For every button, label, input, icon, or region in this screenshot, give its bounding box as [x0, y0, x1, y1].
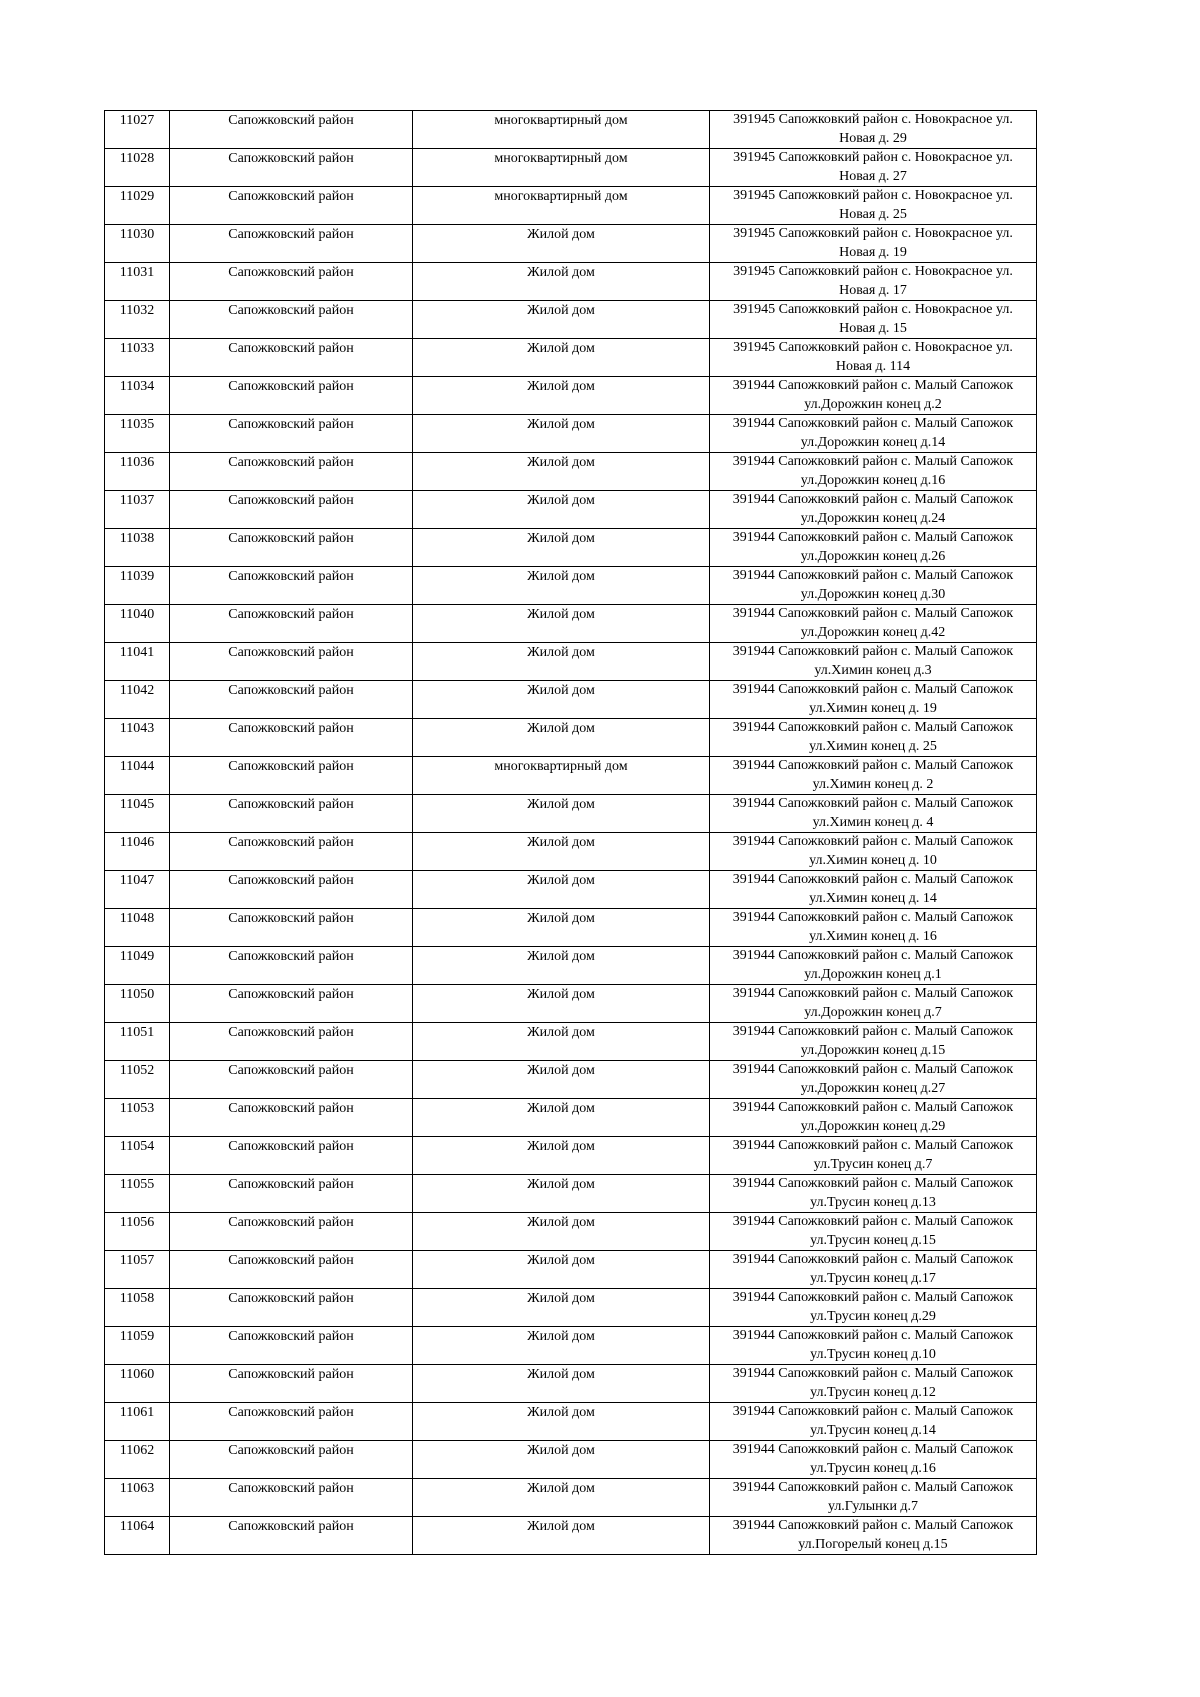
district-cell: Сапожковский район [170, 1517, 413, 1555]
district-cell: Сапожковский район [170, 149, 413, 187]
table-row [105, 757, 1037, 795]
building-type-cell: Жилой дом [413, 1099, 710, 1137]
building-type-cell: Жилой дом [413, 415, 710, 453]
table-row [105, 1251, 1037, 1289]
table-row [105, 187, 1037, 225]
district-cell: Сапожковский район [170, 187, 413, 225]
row-id-cell: 11045 [105, 795, 170, 833]
table-row [105, 453, 1037, 491]
row-id-cell: 11027 [105, 111, 170, 149]
address-cell: 391944 Сапожковкий район с. Малый Сапожок ул.Химин конец д. 19 [710, 681, 1037, 719]
table-row [105, 643, 1037, 681]
district-cell: Сапожковский район [170, 1365, 413, 1403]
address-cell: 391944 Сапожковкий район с. Малый Сапожок ул.Дорожкин конец д.14 [710, 415, 1037, 453]
address-cell: 391944 Сапожковкий район с. Малый Сапожок ул.Дорожкин конец д.30 [710, 567, 1037, 605]
address-cell: 391944 Сапожковкий район с. Малый Сапожок ул.Дорожкин конец д.1 [710, 947, 1037, 985]
row-id-cell: 11031 [105, 263, 170, 301]
building-type-cell: Жилой дом [413, 643, 710, 681]
address-cell: 391944 Сапожковкий район с. Малый Сапожок ул.Дорожкин конец д.27 [710, 1061, 1037, 1099]
address-cell: 391944 Сапожковкий район с. Малый Сапожок ул.Химин конец д. 14 [710, 871, 1037, 909]
district-cell: Сапожковский район [170, 415, 413, 453]
address-cell: 391944 Сапожковкий район с. Малый Сапожок ул.Дорожкин конец д.7 [710, 985, 1037, 1023]
table-row [105, 111, 1037, 149]
table-row [105, 909, 1037, 947]
district-cell: Сапожковский район [170, 301, 413, 339]
building-type-cell: Жилой дом [413, 1403, 710, 1441]
table-row [105, 1479, 1037, 1517]
row-id-cell: 11039 [105, 567, 170, 605]
row-id-cell: 11047 [105, 871, 170, 909]
building-type-cell: Жилой дом [413, 1213, 710, 1251]
table-row [105, 681, 1037, 719]
table-row [105, 985, 1037, 1023]
building-type-cell: Жилой дом [413, 1175, 710, 1213]
row-id-cell: 11053 [105, 1099, 170, 1137]
district-cell: Сапожковский район [170, 1327, 413, 1365]
district-cell: Сапожковский район [170, 1175, 413, 1213]
row-id-cell: 11041 [105, 643, 170, 681]
table-row [105, 149, 1037, 187]
table-row [105, 719, 1037, 757]
row-id-cell: 11060 [105, 1365, 170, 1403]
address-cell: 391944 Сапожковкий район с. Малый Сапожок ул.Трусин конец д.7 [710, 1137, 1037, 1175]
row-id-cell: 11036 [105, 453, 170, 491]
table-row [105, 339, 1037, 377]
building-type-cell: Жилой дом [413, 833, 710, 871]
row-id-cell: 11044 [105, 757, 170, 795]
address-cell: 391944 Сапожковкий район с. Малый Сапожок ул.Трусин конец д.13 [710, 1175, 1037, 1213]
address-cell: 391945 Сапожковкий район с. Новокрасное ул. Новая д. 29 [710, 111, 1037, 149]
table-row [105, 377, 1037, 415]
row-id-cell: 11055 [105, 1175, 170, 1213]
table-row [105, 1137, 1037, 1175]
district-cell: Сапожковский район [170, 1251, 413, 1289]
district-cell: Сапожковский район [170, 529, 413, 567]
row-id-cell: 11056 [105, 1213, 170, 1251]
building-type-cell: Жилой дом [413, 339, 710, 377]
building-type-cell: Жилой дом [413, 453, 710, 491]
address-cell: 391944 Сапожковкий район с. Малый Сапожок ул.Дорожкин конец д.15 [710, 1023, 1037, 1061]
row-id-cell: 11061 [105, 1403, 170, 1441]
building-type-cell: Жилой дом [413, 529, 710, 567]
row-id-cell: 11054 [105, 1137, 170, 1175]
building-type-cell: многоквартирный дом [413, 149, 710, 187]
building-type-cell: Жилой дом [413, 567, 710, 605]
district-cell: Сапожковский район [170, 225, 413, 263]
building-type-cell: Жилой дом [413, 947, 710, 985]
building-type-cell: Жилой дом [413, 605, 710, 643]
address-cell: 391944 Сапожковкий район с. Малый Сапожок ул.Трусин конец д.15 [710, 1213, 1037, 1251]
address-cell: 391944 Сапожковкий район с. Малый Сапожок ул.Дорожкин конец д.2 [710, 377, 1037, 415]
district-cell: Сапожковский район [170, 833, 413, 871]
address-cell: 391944 Сапожковкий район с. Малый Сапожок ул.Дорожкин конец д.26 [710, 529, 1037, 567]
address-cell: 391944 Сапожковкий район с. Малый Сапожок ул.Химин конец д. 16 [710, 909, 1037, 947]
address-cell: 391945 Сапожковкий район с. Новокрасное ул. Новая д. 17 [710, 263, 1037, 301]
district-cell: Сапожковский район [170, 643, 413, 681]
row-id-cell: 11034 [105, 377, 170, 415]
table-row [105, 1517, 1037, 1555]
building-type-cell: многоквартирный дом [413, 111, 710, 149]
building-type-cell: Жилой дом [413, 1137, 710, 1175]
table-row [105, 1289, 1037, 1327]
table-row [105, 1099, 1037, 1137]
district-cell: Сапожковский район [170, 491, 413, 529]
table-row [105, 491, 1037, 529]
row-id-cell: 11050 [105, 985, 170, 1023]
building-type-cell: Жилой дом [413, 1365, 710, 1403]
row-id-cell: 11051 [105, 1023, 170, 1061]
row-id-cell: 11037 [105, 491, 170, 529]
building-type-cell: многоквартирный дом [413, 187, 710, 225]
table-row [105, 529, 1037, 567]
district-cell: Сапожковский район [170, 757, 413, 795]
building-type-cell: Жилой дом [413, 301, 710, 339]
row-id-cell: 11052 [105, 1061, 170, 1099]
district-cell: Сапожковский район [170, 1099, 413, 1137]
district-cell: Сапожковский район [170, 681, 413, 719]
district-cell: Сапожковский район [170, 1403, 413, 1441]
building-type-cell: Жилой дом [413, 871, 710, 909]
table-row [105, 871, 1037, 909]
row-id-cell: 11057 [105, 1251, 170, 1289]
table-row [105, 1365, 1037, 1403]
row-id-cell: 11043 [105, 719, 170, 757]
address-cell: 391945 Сапожковкий район с. Новокрасное ул. Новая д. 15 [710, 301, 1037, 339]
building-type-cell: Жилой дом [413, 225, 710, 263]
row-id-cell: 11029 [105, 187, 170, 225]
building-type-cell: Жилой дом [413, 1023, 710, 1061]
table-row [105, 1213, 1037, 1251]
building-type-cell: Жилой дом [413, 795, 710, 833]
building-type-cell: Жилой дом [413, 491, 710, 529]
district-cell: Сапожковский район [170, 111, 413, 149]
building-type-cell: Жилой дом [413, 1441, 710, 1479]
district-cell: Сапожковский район [170, 1137, 413, 1175]
registry-table-body [105, 111, 1037, 1555]
district-cell: Сапожковский район [170, 1289, 413, 1327]
row-id-cell: 11062 [105, 1441, 170, 1479]
row-id-cell: 11046 [105, 833, 170, 871]
building-type-cell: Жилой дом [413, 1517, 710, 1555]
district-cell: Сапожковский район [170, 909, 413, 947]
district-cell: Сапожковский район [170, 1441, 413, 1479]
row-id-cell: 11063 [105, 1479, 170, 1517]
address-cell: 391945 Сапожковкий район с. Новокрасное ул. Новая д. 25 [710, 187, 1037, 225]
address-cell: 391944 Сапожковкий район с. Малый Сапожок ул.Трусин конец д.10 [710, 1327, 1037, 1365]
table-row [105, 1441, 1037, 1479]
building-type-cell: многоквартирный дом [413, 757, 710, 795]
address-cell: 391944 Сапожковкий район с. Малый Сапожок ул.Дорожкин конец д.29 [710, 1099, 1037, 1137]
table-row [105, 1327, 1037, 1365]
address-cell: 391945 Сапожковкий район с. Новокрасное ул. Новая д. 27 [710, 149, 1037, 187]
address-cell: 391944 Сапожковкий район с. Малый Сапожок ул.Дорожкин конец д.16 [710, 453, 1037, 491]
table-row [105, 1023, 1037, 1061]
address-cell: 391944 Сапожковкий район с. Малый Сапожок ул.Химин конец д. 10 [710, 833, 1037, 871]
district-cell: Сапожковский район [170, 605, 413, 643]
table-row [105, 947, 1037, 985]
row-id-cell: 11042 [105, 681, 170, 719]
address-cell: 391944 Сапожковкий район с. Малый Сапожок ул.Гулынки д.7 [710, 1479, 1037, 1517]
address-cell: 391944 Сапожковкий район с. Малый Сапожок ул.Химин конец д.3 [710, 643, 1037, 681]
district-cell: Сапожковский район [170, 1023, 413, 1061]
row-id-cell: 11049 [105, 947, 170, 985]
row-id-cell: 11048 [105, 909, 170, 947]
table-row [105, 225, 1037, 263]
address-cell: 391944 Сапожковкий район с. Малый Сапожок ул.Дорожкин конец д.42 [710, 605, 1037, 643]
row-id-cell: 11059 [105, 1327, 170, 1365]
row-id-cell: 11058 [105, 1289, 170, 1327]
district-cell: Сапожковский район [170, 339, 413, 377]
address-cell: 391944 Сапожковкий район с. Малый Сапожок ул.Трусин конец д.14 [710, 1403, 1037, 1441]
address-cell: 391945 Сапожковкий район с. Новокрасное ул. Новая д. 114 [710, 339, 1037, 377]
row-id-cell: 11040 [105, 605, 170, 643]
district-cell: Сапожковский район [170, 263, 413, 301]
table-row [105, 263, 1037, 301]
building-type-cell: Жилой дом [413, 1061, 710, 1099]
building-type-cell: Жилой дом [413, 681, 710, 719]
district-cell: Сапожковский район [170, 377, 413, 415]
row-id-cell: 11033 [105, 339, 170, 377]
building-type-cell: Жилой дом [413, 1251, 710, 1289]
address-cell: 391944 Сапожковкий район с. Малый Сапожок ул.Трусин конец д.29 [710, 1289, 1037, 1327]
table-row [105, 605, 1037, 643]
address-cell: 391944 Сапожковкий район с. Малый Сапожок ул.Химин конец д. 4 [710, 795, 1037, 833]
address-cell: 391944 Сапожковкий район с. Малый Сапожок ул.Трусин конец д.12 [710, 1365, 1037, 1403]
district-cell: Сапожковский район [170, 947, 413, 985]
address-cell: 391944 Сапожковкий район с. Малый Сапожок ул.Погорелый конец д.15 [710, 1517, 1037, 1555]
address-cell: 391944 Сапожковкий район с. Малый Сапожок ул.Химин конец д. 2 [710, 757, 1037, 795]
address-cell: 391944 Сапожковкий район с. Малый Сапожок ул.Трусин конец д.16 [710, 1441, 1037, 1479]
table-row [105, 833, 1037, 871]
district-cell: Сапожковский район [170, 985, 413, 1023]
district-cell: Сапожковский район [170, 1213, 413, 1251]
housing-registry-table [104, 110, 1037, 1555]
table-row [105, 567, 1037, 605]
building-type-cell: Жилой дом [413, 377, 710, 415]
address-cell: 391944 Сапожковкий район с. Малый Сапожок ул.Трусин конец д.17 [710, 1251, 1037, 1289]
building-type-cell: Жилой дом [413, 909, 710, 947]
table-row [105, 415, 1037, 453]
building-type-cell: Жилой дом [413, 1289, 710, 1327]
address-cell: 391944 Сапожковкий район с. Малый Сапожок ул.Химин конец д. 25 [710, 719, 1037, 757]
row-id-cell: 11032 [105, 301, 170, 339]
row-id-cell: 11064 [105, 1517, 170, 1555]
table-row [105, 301, 1037, 339]
district-cell: Сапожковский район [170, 795, 413, 833]
table-row [105, 795, 1037, 833]
district-cell: Сапожковский район [170, 719, 413, 757]
table-row [105, 1061, 1037, 1099]
building-type-cell: Жилой дом [413, 1479, 710, 1517]
table-row [105, 1175, 1037, 1213]
row-id-cell: 11028 [105, 149, 170, 187]
district-cell: Сапожковский район [170, 1479, 413, 1517]
row-id-cell: 11030 [105, 225, 170, 263]
row-id-cell: 11038 [105, 529, 170, 567]
district-cell: Сапожковский район [170, 453, 413, 491]
building-type-cell: Жилой дом [413, 1327, 710, 1365]
row-id-cell: 11035 [105, 415, 170, 453]
building-type-cell: Жилой дом [413, 985, 710, 1023]
district-cell: Сапожковский район [170, 871, 413, 909]
table-row [105, 1403, 1037, 1441]
address-cell: 391945 Сапожковкий район с. Новокрасное ул. Новая д. 19 [710, 225, 1037, 263]
district-cell: Сапожковский район [170, 567, 413, 605]
building-type-cell: Жилой дом [413, 263, 710, 301]
building-type-cell: Жилой дом [413, 719, 710, 757]
address-cell: 391944 Сапожковкий район с. Малый Сапожок ул.Дорожкин конец д.24 [710, 491, 1037, 529]
district-cell: Сапожковский район [170, 1061, 413, 1099]
